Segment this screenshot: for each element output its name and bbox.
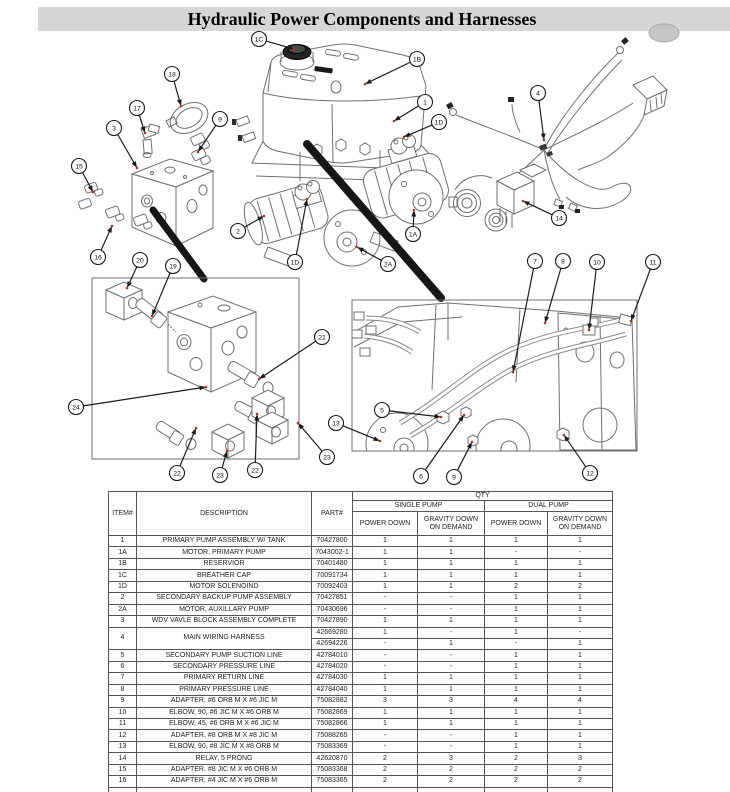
table-row-partial (109, 787, 613, 792)
cell-qty: 3 (418, 753, 485, 764)
cell-part: 42620870 (312, 753, 353, 764)
svg-text:18: 18 (168, 71, 176, 79)
header-part: PART# (312, 492, 353, 536)
callout-20 (126, 253, 148, 290)
cell-description: MOTOR SOLENOIND (137, 581, 312, 592)
table-row (109, 627, 613, 638)
cell-qty: 2 (353, 753, 418, 764)
table-row (109, 696, 613, 707)
svg-text:19: 19 (169, 263, 177, 271)
cell-description: MOTOR, AUXILLARY PUMP (137, 604, 312, 615)
svg-text:24: 24 (72, 404, 80, 412)
cell-qty: 1 (548, 570, 613, 581)
cell-qty: - (548, 547, 613, 558)
parts-table-area (108, 491, 614, 792)
svg-text:4: 4 (536, 90, 540, 98)
callout-16 (91, 225, 114, 265)
svg-text:21: 21 (318, 334, 326, 342)
cell-qty: - (485, 638, 548, 649)
cell-part: 42694226 (312, 638, 353, 649)
cell-item: 7 (109, 673, 137, 684)
cell-description: RELAY, 5 PRONG (137, 753, 312, 764)
cell-qty: - (418, 650, 485, 661)
table-row (109, 558, 613, 569)
cell-qty: 1 (485, 604, 548, 615)
cell-part: 70430696 (312, 604, 353, 615)
cell-qty: - (418, 741, 485, 752)
cell-qty: 1 (485, 650, 548, 661)
cell-item: 9 (109, 696, 137, 707)
cell-qty: - (353, 604, 418, 615)
table-row (109, 604, 613, 615)
svg-text:9: 9 (452, 474, 456, 482)
header-description: DESCRIPTION (137, 492, 312, 536)
callout-11 (630, 255, 661, 323)
cell-description: MOTOR, PRIMARY PUMP (137, 547, 312, 558)
cell-qty: - (418, 604, 485, 615)
cell-qty: 1 (485, 536, 548, 547)
svg-text:1: 1 (423, 99, 427, 107)
svg-text:22: 22 (251, 467, 259, 475)
table-row (109, 547, 613, 558)
cell-qty: 1 (418, 673, 485, 684)
cell-qty: 1 (485, 684, 548, 695)
power-unit-box (352, 300, 637, 478)
cell-qty: 4 (548, 696, 613, 707)
cell-part: 70092403 (312, 581, 353, 592)
svg-text:1C: 1C (254, 36, 264, 44)
cell-part: 75088265 (312, 730, 353, 741)
cell-part: 75083369 (312, 741, 353, 752)
parts-table (108, 491, 613, 792)
cell-qty: - (485, 547, 548, 558)
cell-qty: 1 (548, 684, 613, 695)
callout-3 (107, 121, 139, 170)
svg-text:1D: 1D (434, 119, 444, 127)
cell-qty: 2 (418, 776, 485, 787)
cell-item: 1C (109, 570, 137, 581)
cell-item: 4 (109, 627, 137, 650)
table-row (109, 741, 613, 752)
cell-item: 8 (109, 684, 137, 695)
cell-qty: 1 (485, 673, 548, 684)
table-row (109, 536, 613, 547)
cell-qty: 1 (548, 741, 613, 752)
cell-description: WDV VAVLE BLOCK ASSEMBLY COMPLETE (137, 616, 312, 627)
cell-item: 15 (109, 764, 137, 775)
cell-part: 42784030 (312, 673, 353, 684)
cell-qty: 1 (548, 593, 613, 604)
cell-qty: 1 (353, 558, 418, 569)
header-power-down: POWER DOWN (485, 512, 548, 536)
cell-description: ADAPTER, #8 ORB M X #8 JIC M (137, 730, 312, 741)
callout-23 (297, 422, 335, 465)
cell-qty: 1 (485, 741, 548, 752)
cell-item: 12 (109, 730, 137, 741)
cell-qty: 1 (548, 673, 613, 684)
cell-qty: 1 (548, 719, 613, 730)
cell-description: ELBOW, 45, #6 ORB M X #6 JIC M (137, 719, 312, 730)
page-title-text: Hydraulic Power Components and Harnesses (187, 8, 537, 29)
cell-empty (137, 787, 312, 792)
cell-qty: 1 (485, 616, 548, 627)
callout-9 (447, 441, 474, 485)
cell-part: 42784020 (312, 661, 353, 672)
cell-qty: 1 (418, 638, 485, 649)
cell-qty: 2 (485, 776, 548, 787)
cell-qty: 2 (485, 764, 548, 775)
cell-qty: 1 (485, 570, 548, 581)
cell-description: ADAPTER, #6 ORB M X #6 JIC M (137, 696, 312, 707)
header-gravity-down: GRAVITY DOWN ON DEMAND (418, 512, 485, 536)
corner-shape (649, 24, 679, 42)
table-row (109, 684, 613, 695)
cell-qty: 2 (548, 764, 613, 775)
cell-item: 1 (109, 536, 137, 547)
cell-qty: 4 (485, 696, 548, 707)
callout-1C (252, 32, 296, 51)
cell-part: 70427800 (312, 536, 353, 547)
cell-qty: 3 (418, 696, 485, 707)
cell-description: ELBOW, 90, #6 JIC M X #6 ORB M (137, 707, 312, 718)
cell-part: 70401480 (312, 558, 353, 569)
cell-qty: 1 (548, 536, 613, 547)
cell-qty: 1 (418, 684, 485, 695)
cell-part: 7043002-1 (312, 547, 353, 558)
cell-qty: 1 (485, 593, 548, 604)
callout-4 (531, 86, 546, 142)
svg-text:22: 22 (173, 470, 181, 478)
cell-description: SECONDARY PUMP SUCTION LINE (137, 650, 312, 661)
cell-qty: 2 (353, 776, 418, 787)
wiring-harness (446, 37, 667, 213)
cell-description: SECONDARY PRESSURE LINE (137, 661, 312, 672)
svg-text:1A: 1A (408, 231, 418, 239)
cell-qty: 1 (485, 627, 548, 638)
svg-text:14: 14 (555, 215, 563, 223)
table-row (109, 753, 613, 764)
relay-assembly (449, 164, 546, 231)
cell-qty: - (418, 627, 485, 638)
table-row (109, 730, 613, 741)
cell-item: 5 (109, 650, 137, 661)
cell-item: 1B (109, 558, 137, 569)
cell-qty: 1 (485, 730, 548, 741)
cell-description: SECONDARY BACKUP PUMP ASSEMBLY (137, 593, 312, 604)
table-row (109, 764, 613, 775)
cell-qty: 3 (548, 753, 613, 764)
table-row (109, 581, 613, 592)
cell-qty: 1 (548, 707, 613, 718)
cell-item: 2A (109, 604, 137, 615)
cell-description: PRIMARY PUMP ASSEMBLY W/ TANK (137, 536, 312, 547)
cell-item: 1D (109, 581, 137, 592)
cell-qty: 1 (548, 730, 613, 741)
cell-part: 42784010 (312, 650, 353, 661)
cell-part: 70427890 (312, 616, 353, 627)
cell-qty: 1 (548, 638, 613, 649)
svg-text:5: 5 (380, 407, 384, 415)
cell-part: 42784040 (312, 684, 353, 695)
svg-text:9: 9 (218, 116, 222, 124)
cell-item: 10 (109, 707, 137, 718)
table-row (109, 616, 613, 627)
svg-text:8: 8 (561, 258, 565, 266)
cell-qty: 1 (418, 707, 485, 718)
header-power-down: POWER DOWN (353, 512, 418, 536)
header-item: ITEM# (109, 492, 137, 536)
svg-text:13: 13 (332, 420, 340, 428)
cell-description: RESERVIOR (137, 558, 312, 569)
svg-text:1B: 1B (412, 56, 422, 64)
svg-text:20: 20 (136, 257, 144, 265)
svg-text:2: 2 (236, 228, 240, 236)
cell-description: PRIMARY RETURN LINE (137, 673, 312, 684)
cell-part: 75082882 (312, 696, 353, 707)
cell-qty: - (548, 627, 613, 638)
svg-text:16: 16 (94, 254, 102, 262)
cell-qty: - (353, 593, 418, 604)
cell-qty: 1 (548, 616, 613, 627)
callout-17 (130, 101, 147, 135)
callout-21 (258, 330, 330, 381)
cell-qty: 1 (548, 604, 613, 615)
cell-empty (109, 787, 137, 792)
svg-text:7: 7 (533, 258, 537, 266)
cell-part: 70427851 (312, 593, 353, 604)
cell-qty: - (418, 593, 485, 604)
cell-qty: 1 (548, 650, 613, 661)
cell-qty: - (418, 661, 485, 672)
cell-description: ELBOW, 90, #8 JIC M X #8 ORB M (137, 741, 312, 752)
cell-qty: 1 (353, 581, 418, 592)
cell-part: 75083368 (312, 764, 353, 775)
cell-description: ADAPTER, #4 JIC M X #6 ORB M (137, 776, 312, 787)
cell-qty: 1 (353, 547, 418, 558)
cell-empty (312, 787, 353, 792)
callout-19 (151, 259, 181, 318)
cell-part: 70091734 (312, 570, 353, 581)
cell-qty: 3 (353, 696, 418, 707)
svg-text:23: 23 (323, 454, 331, 462)
svg-text:15: 15 (75, 163, 83, 171)
header-single-pump: SINGLE PUMP (353, 501, 485, 512)
cell-qty: 2 (353, 764, 418, 775)
cell-qty: 1 (353, 627, 418, 638)
svg-text:12: 12 (586, 470, 594, 478)
table-row (109, 719, 613, 730)
cell-qty: 1 (353, 707, 418, 718)
cell-item: 16 (109, 776, 137, 787)
cell-qty: 2 (485, 753, 548, 764)
cell-qty: 1 (418, 536, 485, 547)
table-row (109, 673, 613, 684)
cell-qty: 1 (485, 661, 548, 672)
cell-qty: - (418, 730, 485, 741)
callout-15 (72, 159, 95, 194)
cell-item: 2 (109, 593, 137, 604)
cell-description: MAIN WIRING HARNESS (137, 627, 312, 650)
header-qty: QTY (353, 492, 613, 501)
svg-text:23: 23 (216, 472, 224, 480)
header-gravity-down: GRAVITY DOWN ON DEMAND (548, 512, 613, 536)
cell-part: 75082866 (312, 719, 353, 730)
cell-qty: 1 (418, 547, 485, 558)
cell-qty: - (353, 730, 418, 741)
cell-qty: 1 (418, 558, 485, 569)
cell-empty (485, 787, 548, 792)
cell-item: 11 (109, 719, 137, 730)
cell-item: 14 (109, 753, 137, 764)
table-row (109, 570, 613, 581)
cell-qty: - (353, 650, 418, 661)
callout-24 (69, 386, 208, 415)
cell-part: 75083365 (312, 776, 353, 787)
cell-empty (548, 787, 613, 792)
cell-qty: 1 (485, 719, 548, 730)
cell-qty: 2 (485, 581, 548, 592)
svg-text:10: 10 (593, 259, 601, 267)
cell-qty: 1 (353, 536, 418, 547)
callout-18 (165, 67, 183, 108)
cell-qty: 1 (548, 661, 613, 672)
cell-empty (353, 787, 418, 792)
cell-qty: 2 (548, 776, 613, 787)
svg-text:2A: 2A (383, 261, 393, 269)
svg-text:6: 6 (419, 473, 423, 481)
cell-item: 6 (109, 661, 137, 672)
cell-qty: 1 (485, 707, 548, 718)
table-row (109, 650, 613, 661)
svg-text:1D: 1D (290, 259, 300, 267)
cell-qty: 2 (418, 764, 485, 775)
cell-description: ADAPTER, #8 JIC M X #6 ORB M (137, 764, 312, 775)
table-row (109, 661, 613, 672)
cell-qty: 1 (353, 719, 418, 730)
cell-item: 3 (109, 616, 137, 627)
cell-qty: 1 (418, 616, 485, 627)
cell-item: 13 (109, 741, 137, 752)
table-row (109, 776, 613, 787)
cell-part: 42669280 (312, 627, 353, 638)
cell-description: BREATHER CAP (137, 570, 312, 581)
cell-qty: 1 (418, 570, 485, 581)
cell-item: 1A (109, 547, 137, 558)
table-row (109, 593, 613, 604)
cell-qty: 1 (485, 558, 548, 569)
cell-qty: 1 (418, 581, 485, 592)
table-row (109, 707, 613, 718)
cell-qty: 1 (548, 558, 613, 569)
svg-text:3: 3 (112, 125, 116, 133)
cell-qty: - (353, 638, 418, 649)
cell-qty: 1 (353, 673, 418, 684)
cell-qty: 1 (353, 570, 418, 581)
cell-qty: 2 (548, 581, 613, 592)
cell-empty (418, 787, 485, 792)
cell-part: 75082869 (312, 707, 353, 718)
cell-qty: - (353, 661, 418, 672)
header-dual-pump: DUAL PUMP (485, 501, 613, 512)
cell-qty: 1 (418, 719, 485, 730)
svg-text:17: 17 (133, 105, 141, 113)
svg-text:11: 11 (649, 259, 657, 267)
cell-description: PRIMARY PRESSURE LINE (137, 684, 312, 695)
cell-qty: 1 (353, 684, 418, 695)
cell-qty: 1 (353, 616, 418, 627)
cell-qty: - (353, 741, 418, 752)
